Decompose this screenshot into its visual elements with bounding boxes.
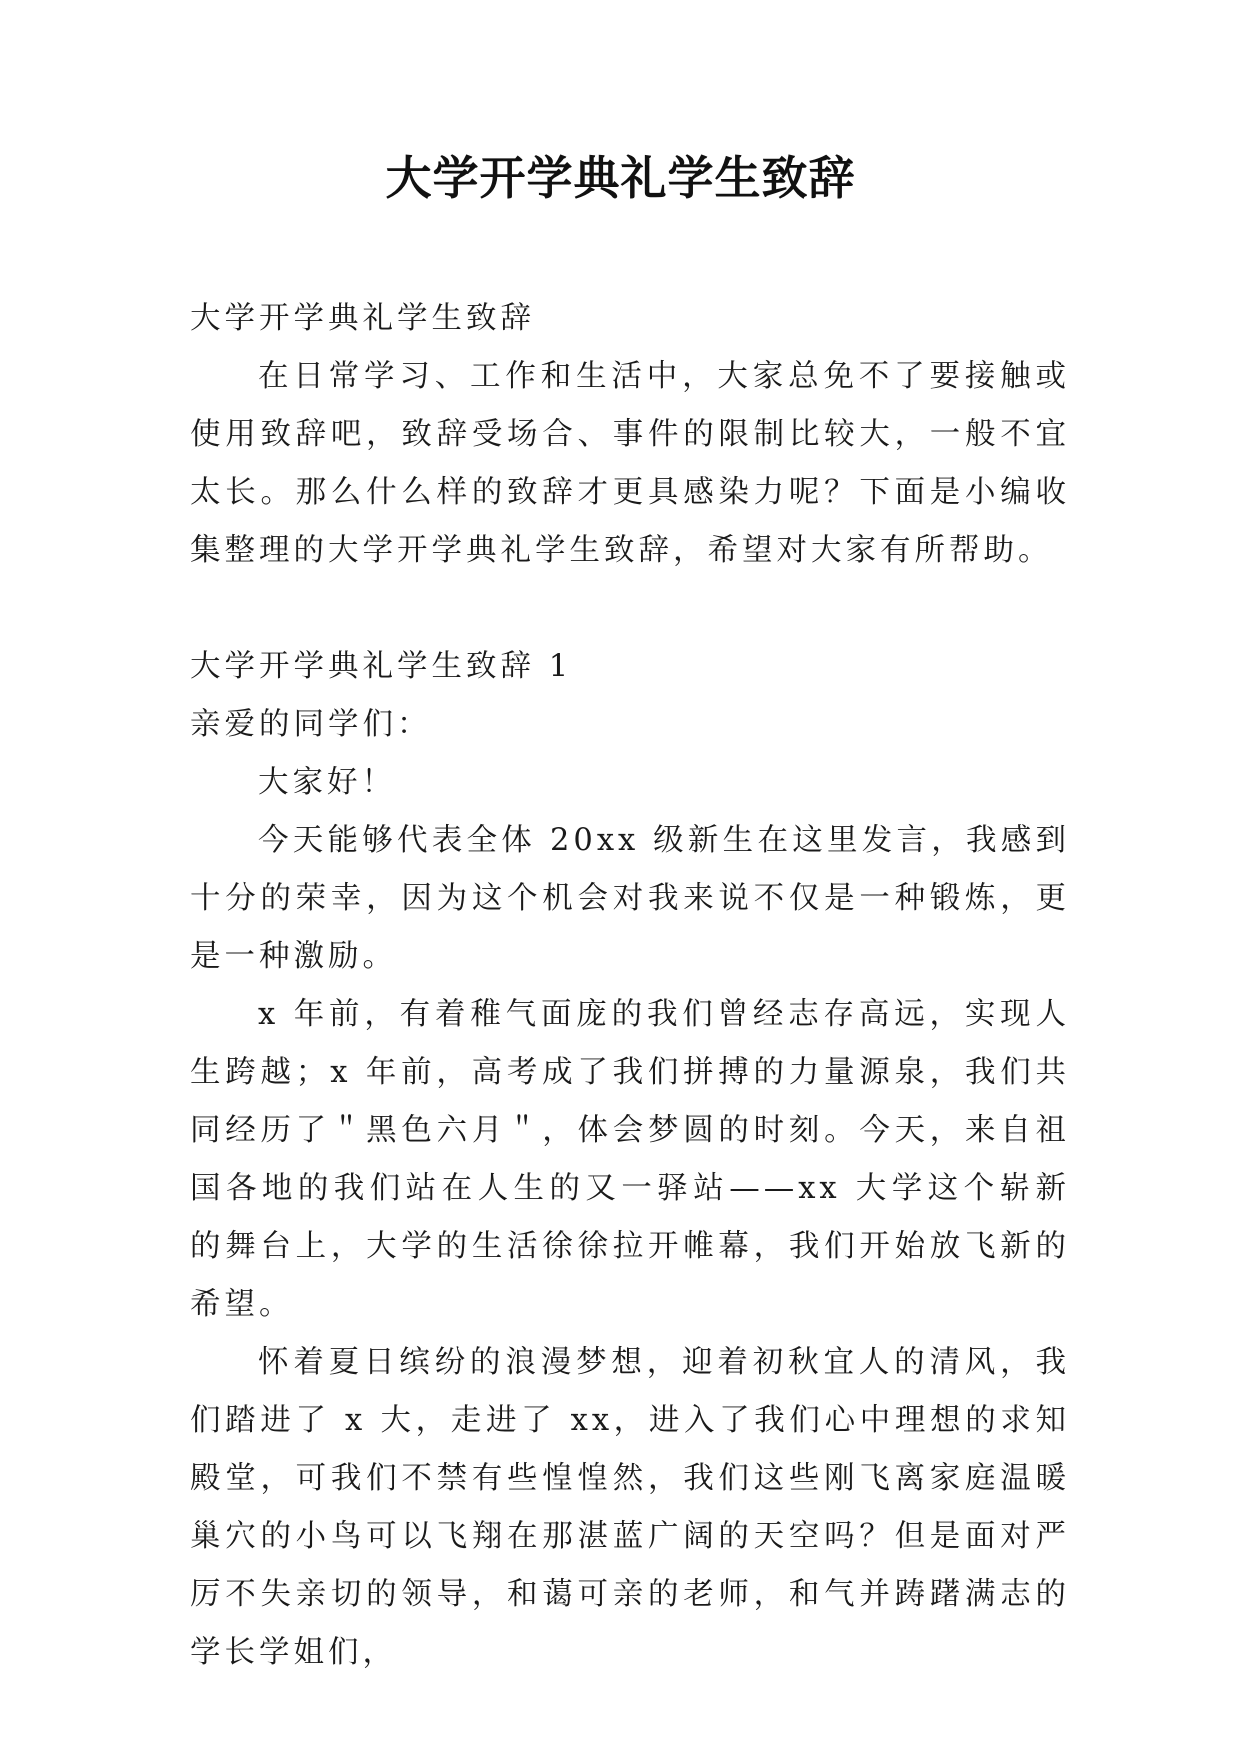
body-paragraph: x 年前，有着稚气面庞的我们曾经志存高远，实现人生跨越；x 年前，高考成了我们拼搏的力量源泉，我们共同经历了＂黑色六月＂，体会梦圆的时刻。今天，来自祖国各地的我们站在人生的又一驿站——xx 大学这个崭新的舞台上，大学的生活徐徐拉开帷幕，我们开始放飞新的希望。 <box>190 997 1070 1322</box>
intro-paragraph: 在日常学习、工作和生活中，大家总免不了要接触或使用致辞吧，致辞受场合、事件的限制比较大，一般不宜太长。那么什么样的致辞才更具感染力呢？下面是小编收集整理的大学开学典礼学生致辞，希望对大家有所帮助。 <box>190 359 1070 568</box>
body-paragraph: 今天能够代表全体 20xx 级新生在这里发言，我感到十分的荣幸，因为这个机会对我来说不仅是一种锻炼，更是一种激励。 <box>190 823 1070 974</box>
document-title: 大学开学典礼学生致辞 <box>385 151 856 205</box>
body-paragraph: 怀着夏日缤纷的浪漫梦想，迎着初秋宜人的清风，我们踏进了 x 大，走进了 xx，进入了我们心中理想的求知殿堂，可我们不禁有些惶惶然，我们这些刚飞离家庭温暖巢穴的小鸟可以飞翔在那湛蓝广阔的天空吗？但是面对严厉不失亲切的领导，和蔼可亲的老师，和气并踌躇满志的学长学姐们， <box>190 1345 1070 1670</box>
document-subtitle: 大学开学典礼学生致辞 <box>190 301 535 336</box>
document-body <box>190 290 1070 1682</box>
section-heading: 大学开学典礼学生致辞 1 <box>190 649 573 684</box>
salutation: 亲爱的同学们： <box>190 707 432 742</box>
greeting: 大家好！ <box>258 765 396 800</box>
